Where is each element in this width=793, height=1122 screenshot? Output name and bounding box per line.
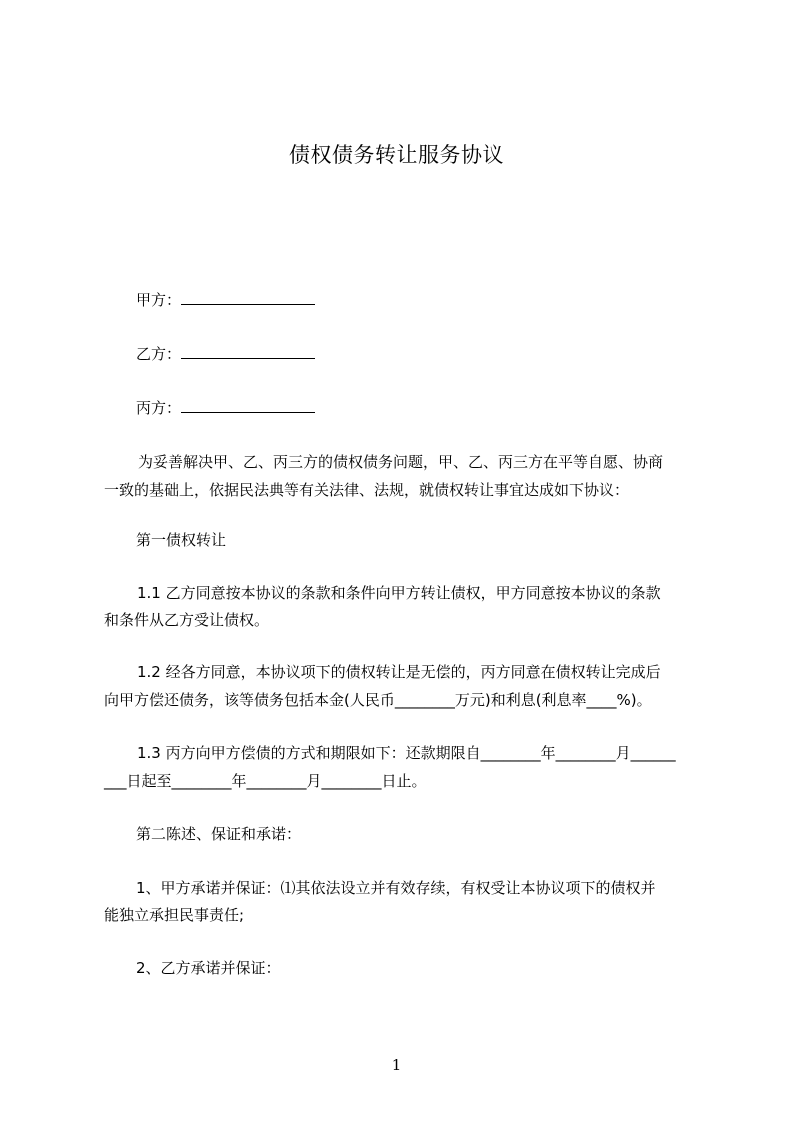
item-2-1-line-1: 1、甲方承诺并保证：⑴其依法设立并有效存续，有权受让本协议项下的债权并 xyxy=(136,879,656,897)
party-a-label: 甲方： xyxy=(136,291,182,309)
item-2-1-line-2: 能独立承担民事责任; xyxy=(104,906,245,924)
party-b-line xyxy=(136,344,704,364)
clause-1-2-line-1: 1.2 经各方同意，本协议项下的债权转让是无偿的，丙方同意在债权转让完成后 xyxy=(137,663,661,681)
intro-line-1: 为妥善解决甲、乙、丙三方的债权债务问题，甲、乙、丙三方在平等自愿、协商 xyxy=(138,453,664,471)
section-1-heading: 第一债权转让 xyxy=(136,531,227,549)
clause-1-1-line-2: 和条件从乙方受让债权。 xyxy=(104,611,270,629)
intro-line-2: 一致的基础上，依据民法典等有关法律、法规，就债权转让事宜达成如下协议： xyxy=(104,481,630,499)
party-c-blank xyxy=(181,398,315,413)
party-a-blank xyxy=(181,290,315,305)
party-c-line xyxy=(136,398,704,418)
clause-1-3-line-1: 1.3 丙方向甲方偿债的方式和期限如下：还款期限自________年________月______ xyxy=(137,744,676,762)
party-b-blank xyxy=(181,344,315,359)
party-b-label: 乙方： xyxy=(136,345,182,363)
section-2-heading: 第二陈述、保证和承诺： xyxy=(136,825,302,843)
party-a-line xyxy=(136,290,704,310)
clause-1-1-line-1: 1.1 乙方同意按本协议的条款和条件向甲方转让债权，甲方同意按本协议的条款 xyxy=(137,584,661,602)
document-title: 债权债务转让服务协议 xyxy=(289,143,504,167)
party-c-label: 丙方： xyxy=(136,399,182,417)
page-number: 1 xyxy=(391,1056,402,1074)
item-2-2-line-1: 2、乙方承诺并保证： xyxy=(136,959,281,977)
clause-1-3-line-2: ___日起至________年________月________日止。 xyxy=(104,772,427,790)
clause-1-2-line-2: 向甲方偿还债务，该等债务包括本金(人民币________万元)和利息(利息率____%)。 xyxy=(104,691,652,709)
